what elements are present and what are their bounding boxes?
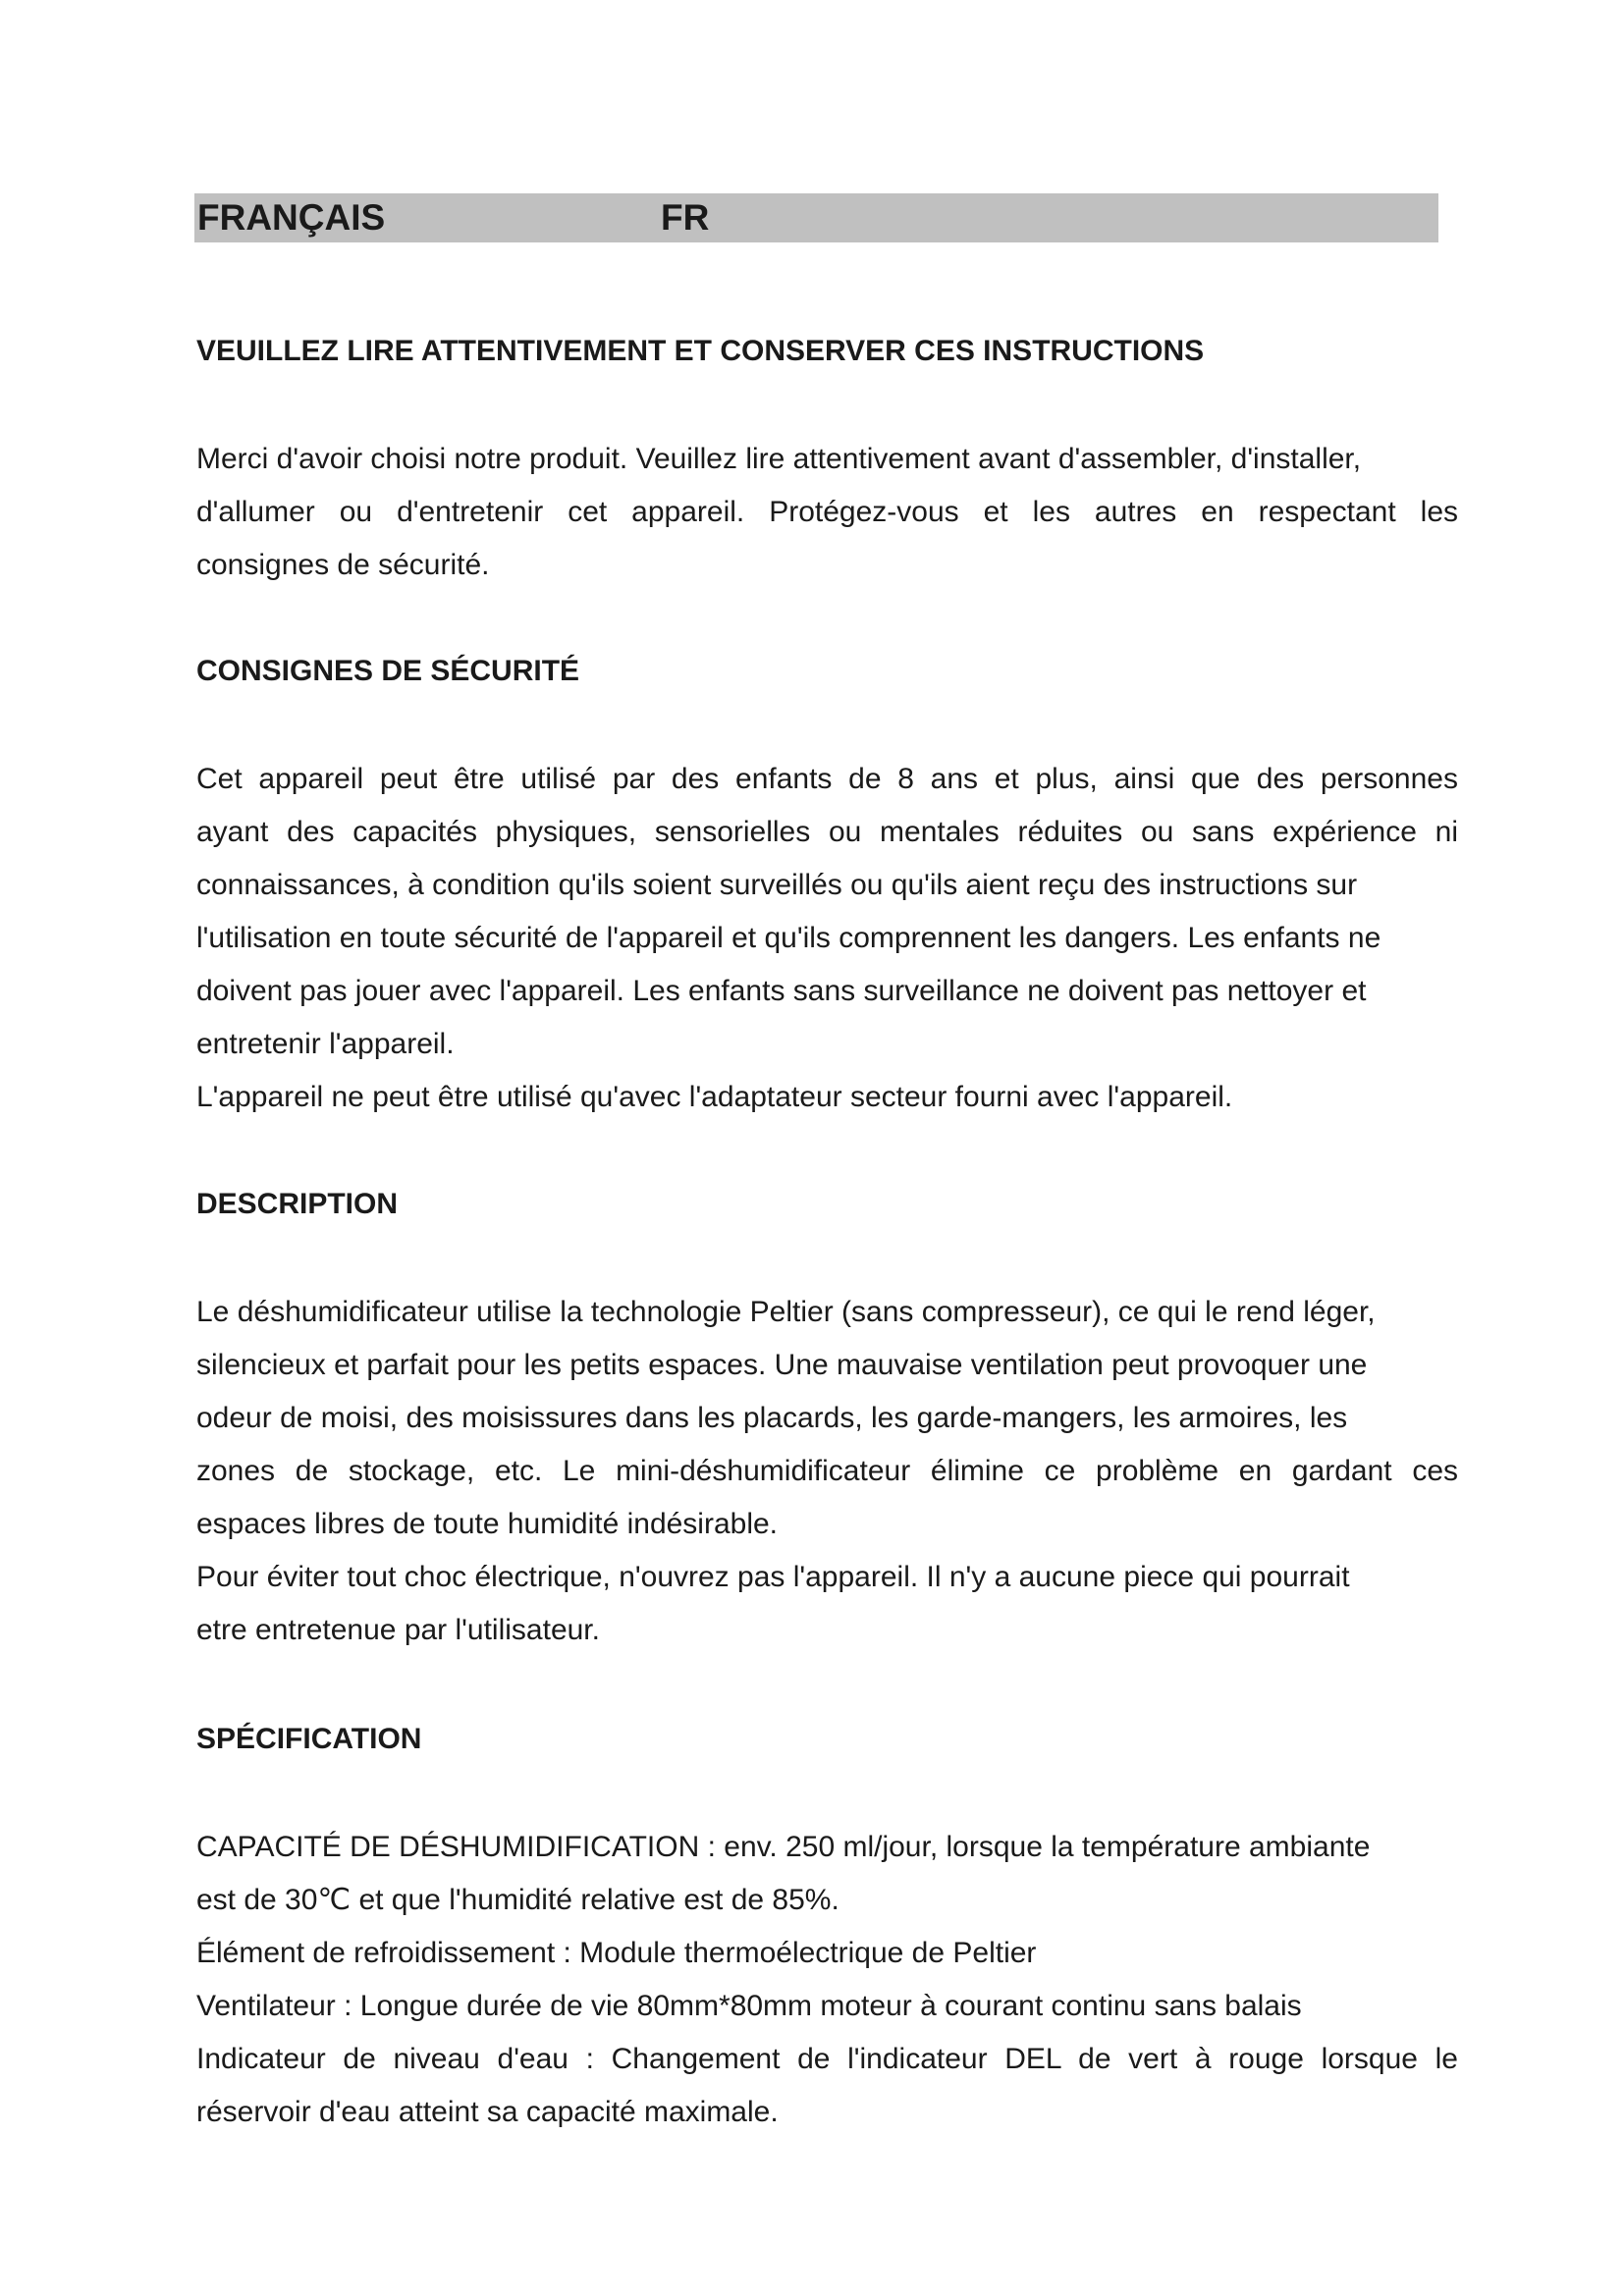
description-paragraph [196,1286,1458,1657]
description-line: Le déshumidificateur utilise la technologie Peltier (sans compresseur), ce qui le rend léger, [196,1296,1376,1328]
specification-line: est de 30℃ et que l'humidité relative est de 85%. [196,1884,839,1916]
description-heading: DESCRIPTION [196,1188,399,1220]
specification-paragraph [196,1821,1458,2139]
specification-line: réservoir d'eau atteint sa capacité maximale. [196,2096,779,2128]
language-code: FR [661,197,710,238]
description-line: etre entretenue par l'utilisateur. [196,1614,600,1646]
intro-line: Merci d'avoir choisi notre produit. Veuillez lire attentivement avant d'assembler, d'installer, [196,443,1362,475]
safety-line: l'utilisation en toute sécurité de l'appareil et qu'ils comprennent les dangers. Les enfants ne [196,922,1381,954]
language-header-bar [194,193,1438,242]
description-line: odeur de moisi, des moisissures dans les placards, les garde-mangers, les armoires, les [196,1402,1348,1434]
description-line: Pour éviter tout choc électrique, n'ouvrez pas l'appareil. Il n'y a aucune piece qui pourrait [196,1561,1350,1593]
language-name: FRANÇAIS [197,197,386,238]
description-line: zones de stockage, etc. Le mini-déshumidificateur élimine ce problème en gardant ces [196,1455,1458,1487]
specification-line: Élément de refroidissement : Module thermoélectrique de Peltier [196,1937,1037,1969]
intro-paragraph [196,433,1458,592]
safety-line: doivent pas jouer avec l'appareil. Les enfants sans surveillance ne doivent pas nettoyer et [196,975,1367,1007]
specification-line: CAPACITÉ DE DÉSHUMIDIFICATION : env. 250 ml/jour, lorsque la température ambiante [196,1831,1371,1863]
specification-line: Indicateur de niveau d'eau : Changement de l'indicateur DEL de vert à rouge lorsque le [196,2043,1458,2075]
safety-line: connaissances, à condition qu'ils soient surveillés ou qu'ils aient reçu des instructions sur [196,869,1358,901]
safety-heading: CONSIGNES DE SÉCURITÉ [196,655,580,687]
description-line: espaces libres de toute humidité indésirable. [196,1508,779,1540]
specification-heading: SPÉCIFICATION [196,1723,422,1755]
intro-heading: VEUILLEZ LIRE ATTENTIVEMENT ET CONSERVER CES INSTRUCTIONS [196,335,1205,367]
intro-line: consignes de sécurité. [196,549,490,581]
intro-line: d'allumer ou d'entretenir cet appareil. Protégez-vous et les autres en respectant les [196,496,1458,528]
safety-line: ayant des capacités physiques, sensorielles ou mentales réduites ou sans expérience ni [196,816,1458,848]
safety-line: entretenir l'appareil. [196,1028,455,1060]
safety-paragraph [196,753,1458,1124]
description-line: silencieux et parfait pour les petits espaces. Une mauvaise ventilation peut provoquer une [196,1349,1368,1381]
specification-line: Ventilateur : Longue durée de vie 80mm*80mm moteur à courant continu sans balais [196,1990,1302,2022]
safety-line: L'appareil ne peut être utilisé qu'avec l'adaptateur secteur fourni avec l'appareil. [196,1081,1233,1113]
safety-line: Cet appareil peut être utilisé par des enfants de 8 ans et plus, ainsi que des personnes [196,763,1458,795]
